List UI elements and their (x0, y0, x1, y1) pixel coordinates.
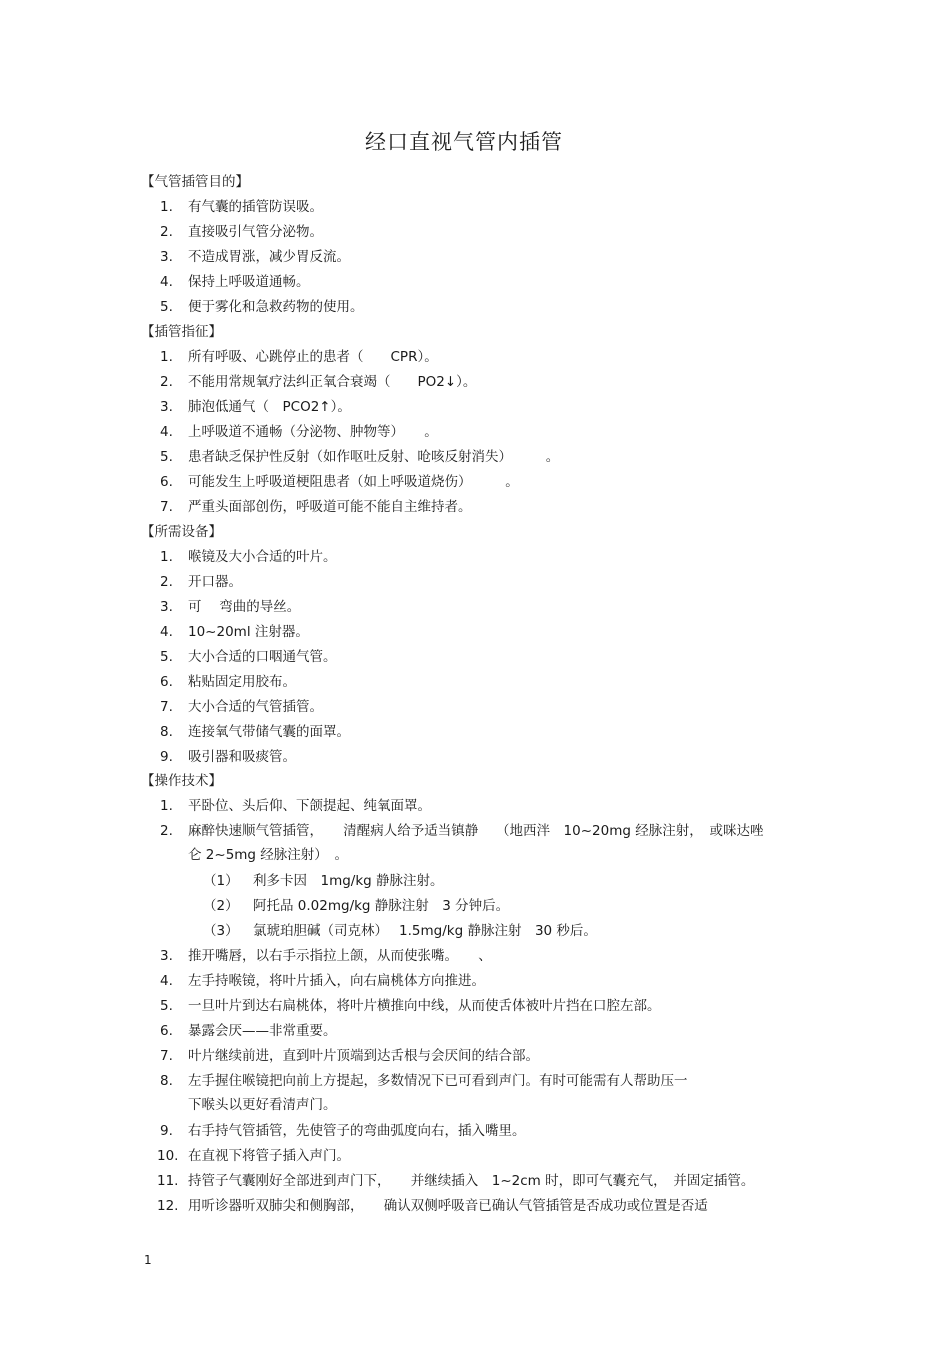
list-item: 2. 不能用常规氧疗法纠正氧合衰竭（ PO2↓）。 (160, 374, 477, 390)
list-item: 3. 推开嘴唇，以右手示指拉上颌，从而使张嘴。 、 (160, 948, 492, 964)
list-item: 5. 大小合适的口咽通气管。 (160, 649, 337, 665)
section-heading-indications: 【插管指征】 (141, 324, 222, 340)
list-item: 3. 不造成胃涨，减少胃反流。 (160, 249, 350, 265)
list-item: 2. 开口器。 (160, 574, 242, 590)
list-item: 8. 左手握住喉镜把向前上方提起，多数情况下已可看到声门。有时可能需有人帮助压一 下喉头以更好看清声门。 (160, 1073, 688, 1113)
list-item: 6. 暴露会厌——非常重要。 (160, 1023, 337, 1039)
list-item: 9. 吸引器和吸痰管。 (160, 749, 296, 765)
page-title: 经口直视气管内插管 (365, 130, 563, 154)
sub-item: （1） 利多卡因 1mg/kg 静脉注射。 (203, 873, 444, 889)
list-item: 1. 所有呼吸、心跳停止的患者（ CPR）。 (160, 349, 438, 365)
list-item: 7. 叶片继续前进，直到叶片顶端到达舌根与会厌间的结合部。 (160, 1048, 539, 1064)
section-heading-purpose: 【气管插管目的】 (141, 174, 249, 190)
list-item: 3. 可 弯曲的导丝。 (160, 599, 301, 615)
list-item: 6. 可能发生上呼吸道梗阻患者（如上呼吸道烧伤） 。 (160, 474, 519, 490)
list-item: 11. 持管子气囊刚好全部进到声门下， 并继续插入 1~2cm 时，即可气囊充气， 并固定插管。 (157, 1173, 755, 1189)
section-heading-equipment: 【所需设备】 (141, 524, 222, 540)
list-item: 4. 左手持喉镜，将叶片插入，向右扁桃体方向推进。 (160, 973, 485, 989)
sub-item: （2） 阿托品 0.02mg/kg 静脉注射 3 分钟后。 (203, 898, 510, 914)
list-item: 5. 患者缺乏保护性反射（如作呕吐反射、呛咳反射消失） 。 (160, 449, 560, 465)
list-item: 5. 便于雾化和急救药物的使用。 (160, 299, 364, 315)
list-item: 3. 肺泡低通气（ PCO2↑）。 (160, 399, 351, 415)
list-item: 1. 有气囊的插管防误吸。 (160, 199, 323, 215)
list-item: 4. 保持上呼吸道通畅。 (160, 274, 310, 290)
list-item: 1. 平卧位、头后仰、下颌提起、纯氧面罩。 (160, 798, 431, 814)
list-item: 8. 连接氧气带储气囊的面罩。 (160, 724, 350, 740)
sub-item: （3） 氯琥珀胆碱（司克林） 1.5mg/kg 静脉注射 30 秒后。 (203, 923, 597, 939)
list-item: 12. 用听诊器听双肺尖和侧胸部， 确认双侧呼吸音已确认气管插管是否成功或位置是否适 (157, 1198, 708, 1214)
list-item: 9. 右手持气管插管，先使管子的弯曲弧度向右，插入嘴里。 (160, 1123, 526, 1139)
page-number: 1 (144, 1253, 152, 1267)
list-item: 10. 在直视下将管子插入声门。 (157, 1148, 350, 1164)
list-item: 2. 直接吸引气管分泌物。 (160, 224, 323, 240)
list-item: 6. 粘贴固定用胶布。 (160, 674, 296, 690)
list-item: 7. 大小合适的气管插管。 (160, 699, 323, 715)
list-item: 4. 10~20ml 注射器。 (160, 624, 309, 640)
list-item: 5. 一旦叶片到达右扁桃体，将叶片横推向中线，从而使舌体被叶片挡在口腔左部。 (160, 998, 661, 1014)
section-heading-technique: 【操作技术】 (141, 773, 222, 789)
list-item: 7. 严重头面部创伤，呼吸道可能不能自主维持者。 (160, 499, 472, 515)
list-item: 2. 麻醉快速顺气管插管， 清醒病人给予适当镇静 （地西泮 10~20mg 经脉注射， 或咪达唑 仑 2~5mg 经脉注射） 。 (160, 823, 764, 863)
list-item: 4. 上呼吸道不通畅（分泌物、肿物等） 。 (160, 424, 438, 440)
list-item: 1. 喉镜及大小合适的叶片。 (160, 549, 337, 565)
